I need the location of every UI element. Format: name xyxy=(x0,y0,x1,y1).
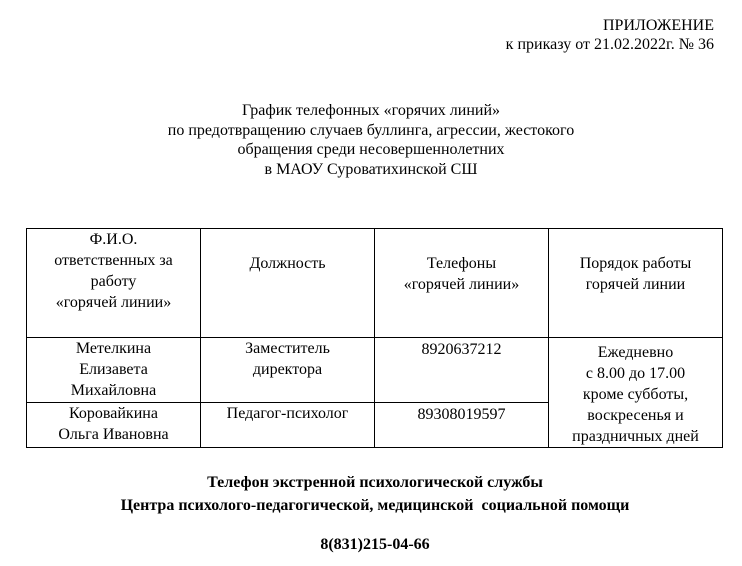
header-responsible-name: Ф.И.О. ответственных за работу «горячей линии» xyxy=(27,229,201,338)
position-cell: Заместитель директора xyxy=(201,338,375,403)
hotline-schedule-table xyxy=(26,228,723,448)
header-position: Должность xyxy=(201,229,375,338)
responsible-name-cell: Коровайкина Ольга Ивановна xyxy=(27,403,201,448)
position-cell: Педагог-психолог xyxy=(201,403,375,448)
title-line-3: обращения среди несовершеннолетних xyxy=(237,141,505,158)
title-line-4: в МАОУ Суроватихинской СШ xyxy=(264,160,478,178)
document-title xyxy=(0,101,742,179)
table-row xyxy=(27,338,723,403)
appendix-label: ПРИЛОЖЕНИЕ xyxy=(602,17,714,34)
title-line-2: по предотвращению случаев буллинга, агрессии, жестокого xyxy=(167,121,575,139)
title-line-1: График телефонных «горячих линий» xyxy=(241,102,501,119)
emergency-phone-number: 8(831)215-04-66 xyxy=(320,536,430,553)
header-phones: Телефоны «горячей линии» xyxy=(375,229,549,338)
phone-cell: 89308019597 xyxy=(375,403,549,448)
appendix-header xyxy=(506,16,714,54)
table-header-row xyxy=(27,229,723,338)
work-schedule-cell: Ежедневно с 8.00 до 17.00 кроме субботы, воскресенья и праздничных дней xyxy=(549,338,723,448)
emergency-service-line-1: Телефон экстренной психологической службы xyxy=(207,474,543,491)
order-reference: к приказу от 21.02.2022г. № 36 xyxy=(505,36,714,53)
emergency-service-line-2: Центра психолого-педагогической, медицинской социальной помощи xyxy=(120,497,630,514)
emergency-service-block xyxy=(0,471,742,517)
header-work-schedule: Порядок работы горячей линии xyxy=(549,229,723,338)
responsible-name-cell: Метелкина Елизавета Михайловна xyxy=(27,338,201,403)
phone-cell: 8920637212 xyxy=(375,338,549,403)
